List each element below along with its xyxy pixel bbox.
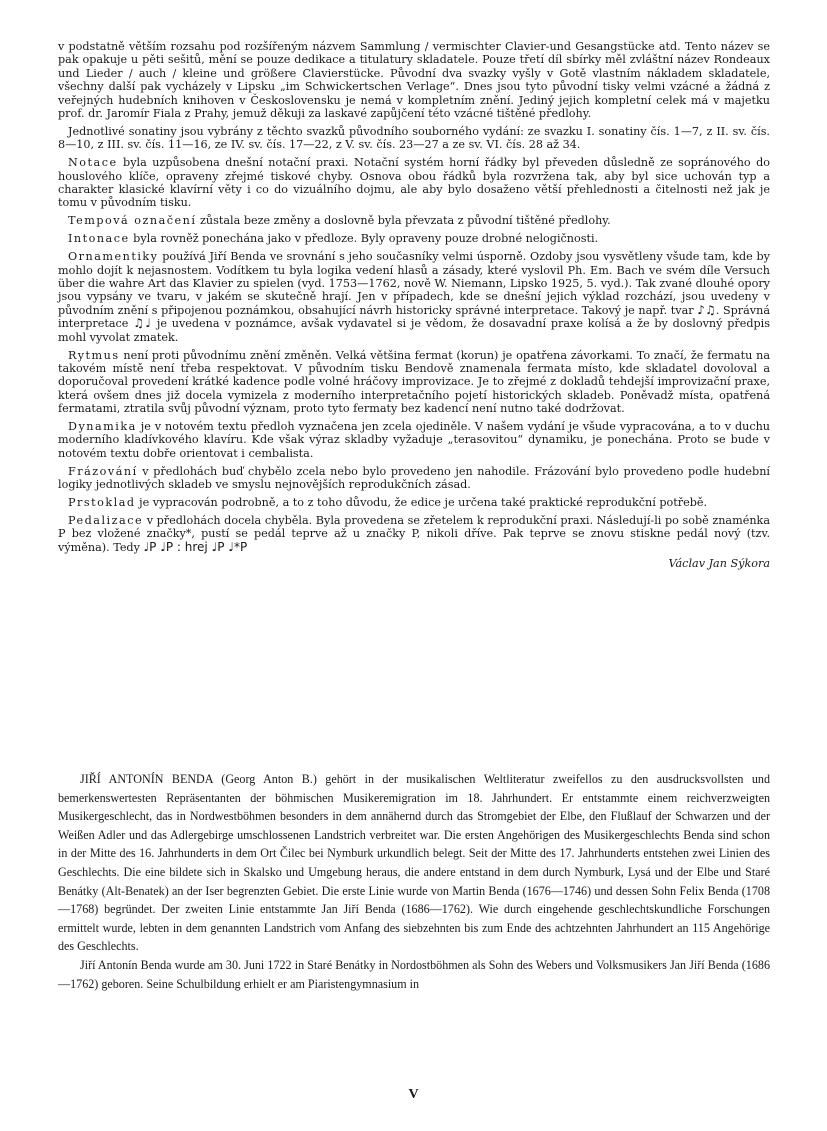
- fingering-text: je vypracován podrobně, a to z toho důvodu, že edice je určena také praktické reprodukční potřebě.: [135, 496, 708, 510]
- dynamics-paragraph: [58, 420, 770, 460]
- intonation-text: byla rovněž ponechána jako v předloze. Byly opraveny pouze drobné nelogičnosti.: [129, 232, 599, 246]
- phrasing-keyword: Frázování: [68, 464, 138, 478]
- intonation-keyword: Intonace: [68, 232, 130, 246]
- dynamics-keyword: Dynamika: [68, 420, 137, 434]
- fingering-keyword: Prstoklad: [68, 496, 136, 510]
- fingering-paragraph: [58, 496, 770, 509]
- pedal-keyword: Pedalizace: [68, 514, 144, 527]
- intonation-paragraph: [58, 232, 770, 245]
- rhythm-keyword: Rytmus: [68, 348, 120, 362]
- rhythm-paragraph: [58, 349, 770, 416]
- biography-paragraph-1: JIŘÍ ANTONÍN BENDA (Georg Anton B.) gehört in der musikalischen Weltliteratur zweifellos zu den ausdrucksvollsten und bemerkenswertesten Repräsentanten der böhmischen Musikeremigration im 18. Jahrhundert. Er entstammte einem reichverzweigten Musikergeschlecht, das in Nordwestböhmen besonders in dem annähernd durch das Stromgebiet der Elbe, den Flußlauf der Schwarzen und der Weißen Adler und das Adlergebirge umschlossenen Landstrich verbreitet war. Die ersten Angehörigen des Musikergeschlechts Benda sind schon in der Mitte des 16. Jahrhunderts in dem Ort Čilec bei Nymburk urkundlich belegt. Seit der Mitte des 17. Jahrhunderts entstehen zwei Linien des Geschlechts. Die eine bildete sich in Skalsko und Umgebung heraus, die andere entstand in dem durch Nymburk, Lysá und der Elbe und Staré Benátky (Alt-Benatek) an der Iser begrenzten Gebiet. Die erste Linie wurde von Martin Benda (1676—1746) und dessen Sohn Felix Benda (1708—1768) begründet. Der zweiten Linie entstammte Jan Jiří Benda (1686—1762). Wie durch eingehende geschlechtskundliche Forschungen ermittelt wurde, lebten in dem genannten Landstrich vom Anfang des siebzehnten bis zum Ende des achtzehnten Jahrhundert an 115 Angehörige des Geschlechts.: [58, 772, 770, 954]
- editor-signature: Václav Jan Sýkora: [668, 556, 770, 570]
- czech-editorial-notes: [58, 40, 770, 570]
- pedal-notation-example: ♩P ♩P : hrej ♩P ♩*P: [143, 539, 248, 554]
- ornament-notation-example: ♪♫: [697, 302, 716, 317]
- ornament-keyword: Ornamentiky: [68, 250, 159, 264]
- page-number: V: [408, 1087, 419, 1102]
- ornament-text-end: je uvedena v poznámce, avšak vydavatel si je vědom, že dosavadní praxe kolísá a že by doslovný předpis mohl vyvolat zmatek.: [58, 317, 770, 344]
- phrasing-paragraph: [58, 465, 770, 492]
- phrasing-text: v předlohách buď chybělo zcela nebo bylo provedeno jen nahodile. Frázování bylo provedeno podle hudební logiky jednotlivých skladeb ve smyslu nejnovějších reprodukčních zásad.: [58, 464, 770, 492]
- ornament-interpretation-example: ♫♩: [133, 316, 153, 331]
- pedal-paragraph: [58, 514, 770, 554]
- biography-paragraph-2: Jiří Antonín Benda wurde am 30. Juni 1722 in Staré Benátky in Nordostböhmen als Sohn des Webers und Volksmusikers Jan Jiří Benda (1686—1762) geboren. Seine Schulbildung erhielt er am Piaristengymnasium in: [58, 957, 770, 991]
- tempo-keyword: Tempová označení: [68, 214, 197, 228]
- rhythm-text: není proti původnímu znění změněn. Velká většina fermat (korun) je opatřena závorkami. To značí, že fermatu na takovém místě není třeba respektovat. V původním tisku Bendově znamenala fermata místo, kde skladatel dovoloval a doporučoval provedení krátké kadence podle volné hráčovy improvizace. Je to zřejmé z dokladů tehdejší improvizační praxe, která ovšem dnes již docela vymizela z moderního interpretačního pojetí historických skladeb. Poněvadž místa, opatřená fermatami, ztratila svůj původní význam, proto tyto fermaty bez kadencí není nutno také dodržovat.: [58, 348, 770, 416]
- ornament-text: používá Jiří Benda ve srovnání s jeho současníky velmi úsporně. Ozdoby jsou vysvětleny všude tam, kde by mohlo dojít k nejasnostem. Vodítkem tu byla logika vedení hlasů a zásady, které vyslovil Ph. Em. Bach ve svém díle Versuch über die wahre Art das Klavier zu spielen (vyd. 1753—1762, nově W. Niemann, Lipsko 1925, 5. vyd.). Tak zvané dlouhé opory jsou vypsány ve tvaru, v jakém se skutečně hrají. Jen v případech, kde se dnešní jejich výklad rozchází, jsou uvedeny v původním znění s připojenou poznámkou, obsahující návrh historicky správné interpretace. Takový je např. tvar: [58, 250, 770, 317]
- pedal-text: v předlohách docela chyběla. Byla provedena se zřetelem k reprodukční praxi. Následují-li po sobě znaménka P bez vložené značky*, pustí se pedál teprve až u značky P, nikoli dříve. Pak teprve se znovu stiskne pedál nový (tzv. výměna). Tedy: [58, 514, 770, 554]
- ornament-paragraph: [58, 250, 770, 344]
- german-biography: [58, 770, 770, 993]
- ornament-text-middle: . Správná interpretace: [58, 303, 770, 331]
- dynamics-text: je v notovém textu předloh vyznačena jen zcela ojediněle. V našem vydání je všude vypracována, a to v duchu moderního kladívkového klavíru. Kde však výraz skladby vyžaduje „terasovitou“ dynamiku, je ponechána. Proto se bude v notovém textu dobře orientovat i cembalista.: [58, 420, 770, 460]
- intro-paragraph: v podstatně větším rozsahu pod rozšířeným názvem Sammlung / vermischter Clavier-und Gesangstücke atd. Tento název se pak opakuje u pěti sešitů, mění se pouze dedikace a titulatury skladatele. Pouze třetí díl sbírky měl zvláštní název Rondeaux und Lieder / auch / kleine und größere Clavierstücke. Původní dva svazky vyšly v Gotě vlastním nákladem skladatele, všechny další pak vycházely v Lipsku „im Schwickertschen Verlage“. Dnes jsou tyto původní tisky velmi vzácné a žádná z veřejných hudebních knihoven v Československu je nemá v kompletním znění. Jediný jejich kompletní celek má v majetku prof. dr. Jaromír Fiala z Prahy, jemuž děkuji za laskavé zapůjčení této vzácné tištěné předlohy.: [58, 40, 770, 121]
- tempo-paragraph: [58, 214, 770, 227]
- tempo-text: zůstala beze změny a doslovně byla převzata z původní tištěné předlohy.: [196, 214, 611, 228]
- sonatina-sources-paragraph: Jednotlivé sonatiny jsou vybrány z těchto svazků původního souborného vydání: ze svazku I. sonatiny čís. 1—7, z II. sv. čís. 8—10, z III. sv. čís. 11—16, ze IV. sv. čís. 17—22, z V. sv. čís. 23—27 a ze sv. VI. čís. 28 až 34.: [58, 124, 770, 152]
- notation-keyword: Notace: [68, 156, 118, 170]
- notation-text: byla uzpůsobena dnešní notační praxi. Notační systém horní řádky byl převeden důsledně ze sopránového do houslového klíče, opraveny zřejmé tiskové chyby. Osnova obou řádků byla rozvržena tak, aby byl sice uchován typ a charakter klasické klavírní věty i co do vizuálního dojmu, ale aby bylo dosaženo větší přehlednosti a čitelnosti než jak je tomu v původním tisku.: [58, 156, 770, 210]
- notation-paragraph: [58, 156, 770, 210]
